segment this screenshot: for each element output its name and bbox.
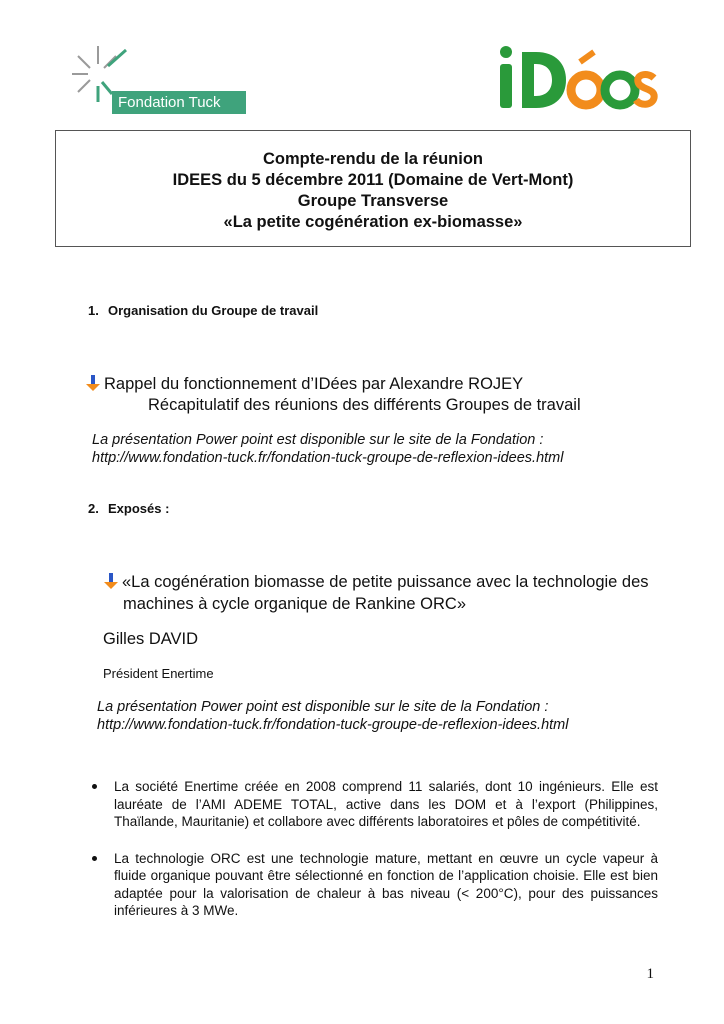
list-item (90, 778, 658, 831)
section-1-note-line-1: La présentation Power point est disponible sur le site de la Fondation : (92, 432, 544, 448)
idees-logo (494, 44, 664, 114)
section-1-item-line-1 (86, 373, 523, 395)
talk-title-line-2: machines à cycle organique de Rankine ORC» (123, 595, 467, 613)
list-item-text: La technologie ORC est une technologie mature, mettant en œuvre un cycle vapeur à fluide organique pouvant être sélectionné en fonction de l’application choisie. Elle est bien adaptée pour la valorisation de chaleur à bas niveau (< 200°C), pour des puissances inférieures à 3 MWe. (114, 850, 658, 918)
idees-logo-icon (494, 44, 664, 114)
section-1-heading (88, 303, 318, 318)
list-item (90, 850, 658, 920)
title-line-3: Groupe Transverse (297, 192, 449, 210)
arrow-bullet-icon (86, 375, 100, 391)
section-1-title: Organisation du Groupe de travail (108, 303, 319, 318)
speaker-role: Président Enertime (103, 666, 214, 681)
bullet-dot-icon (92, 856, 97, 861)
section-2-note-url[interactable]: http://www.fondation-tuck.fr/fondation-tuck-groupe-de-reflexion-idees.html (97, 717, 569, 733)
section-2-note-line-1: La présentation Power point est disponible sur le site de la Fondation : (97, 699, 549, 715)
title-line-1: Compte-rendu de la réunion (262, 150, 483, 168)
section-1-item-line-2: Récapitulatif des réunions des différents Groupes de travail (148, 396, 581, 414)
page-number: 1 (646, 966, 654, 982)
title-line-4: «La petite cogénération ex-biomasse» (223, 213, 523, 231)
title-box (55, 130, 691, 247)
fondation-tuck-label: Fondation Tuck (112, 91, 246, 114)
list-item-text: La société Enertime créée en 2008 comprend 11 salariés, dont 10 ingénieurs. Elle est lauréate de l’AMI ADEME TOTAL, active dans les DOM et à l’export (Philippines, Thaïlande, Mauritanie) et collabore avec différents laboratoires et pôles de compétitivité. (114, 779, 658, 829)
section-2-heading (88, 501, 169, 516)
title-line-2: IDEES du 5 décembre 2011 (Domaine de Vert-Mont) (172, 171, 574, 189)
section-2-number: 2. (88, 501, 99, 516)
talk-title-line-1 (104, 571, 649, 593)
speaker-name: Gilles DAVID (103, 630, 199, 648)
section-2-title: Exposés : (108, 501, 170, 516)
arrow-bullet-icon (104, 573, 118, 589)
fondation-tuck-logo (68, 42, 258, 117)
section-1-item-text-1: Rappel du fonctionnement d’IDées par Alexandre ROJEY (104, 375, 524, 393)
bullet-list (90, 778, 658, 939)
section-1-number: 1. (88, 303, 99, 318)
section-1-note-url[interactable]: http://www.fondation-tuck.fr/fondation-tuck-groupe-de-reflexion-idees.html (92, 450, 564, 466)
bullet-dot-icon (92, 784, 97, 789)
talk-title-text-1: «La cogénération biomasse de petite puissance avec la technologie des (122, 573, 649, 591)
